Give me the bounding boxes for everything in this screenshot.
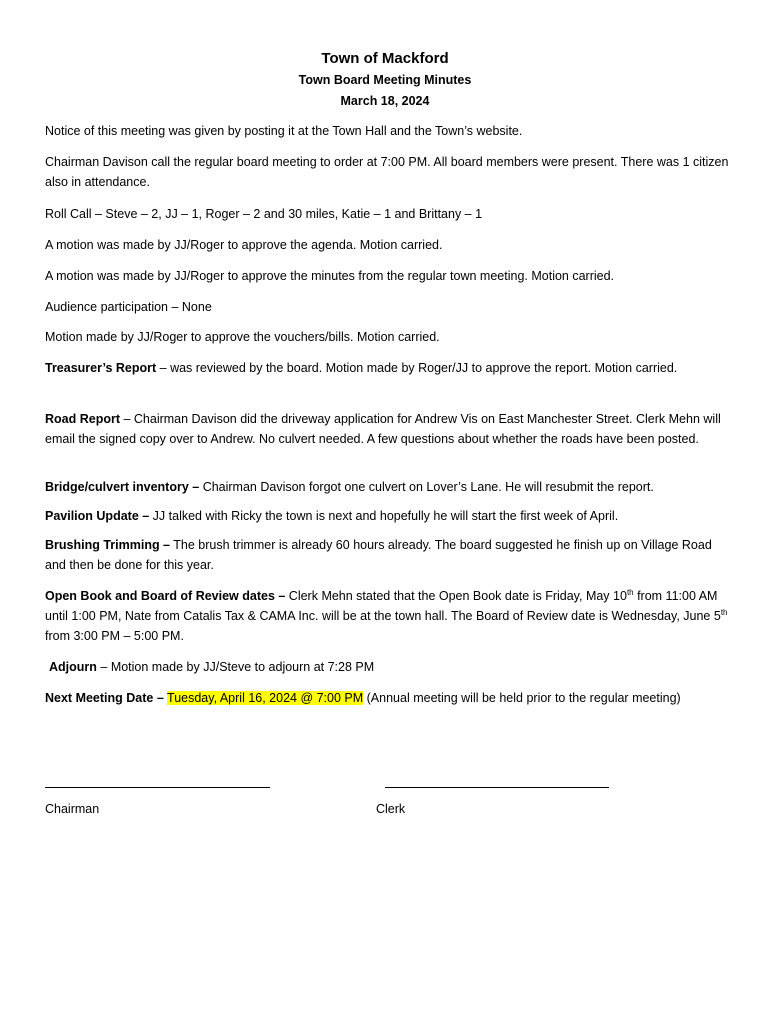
road-report-paragraph — [45, 409, 735, 449]
open-book-sup-1: th — [626, 587, 634, 597]
brushing-trimming-text: The brush trimmer is already 60 hours already. The board suggested he finish up on Village Road and then be done for this year. — [45, 538, 712, 572]
treasurer-report-label: Treasurer’s Report — [45, 361, 157, 375]
treasurer-report-text: – was reviewed by the board. Motion made by Roger/JJ to approve the report. Motion carried. — [156, 361, 678, 375]
adjourn-paragraph — [49, 657, 739, 677]
open-book-label: Open Book and Board of Review dates – — [45, 589, 286, 603]
open-book-text-2: from 11:00 AM until 1:00 PM, Nate from Catalis Tax & CAMA Inc. will be at the town hall. The Board of Review date is Wednesday, June 5 — [45, 589, 721, 623]
clerk-signature-line — [385, 787, 609, 788]
next-meeting-text: (Annual meeting will be held prior to the regular meeting) — [363, 691, 681, 705]
meeting-date: March 18, 2024 — [340, 94, 430, 108]
open-book-paragraph — [45, 586, 735, 646]
road-report-text: – Chairman Davison did the driveway application for Andrew Vis on East Manchester Street. Clerk Mehn will email the signed copy over to Andrew. No culvert needed. A few questions about whether the roads have been posted. — [45, 412, 721, 446]
adjourn-label: Adjourn — [49, 660, 97, 674]
notice-paragraph: Notice of this meeting was given by posting it at the Town Hall and the Town’s website. — [45, 124, 523, 138]
town-title: Town of Mackford — [321, 50, 449, 67]
pavilion-update-label: Pavilion Update – — [45, 509, 150, 523]
bridge-culvert-text: Chairman Davison forgot one culvert on Lover’s Lane. He will resubmit the report. — [199, 480, 654, 494]
document-subtitle: Town Board Meeting Minutes — [298, 73, 472, 87]
vouchers-motion-paragraph: Motion made by JJ/Roger to approve the vouchers/bills. Motion carried. — [45, 330, 440, 344]
bridge-culvert-paragraph — [45, 477, 735, 497]
brushing-trimming-label: Brushing Trimming – — [45, 538, 171, 552]
treasurer-report-paragraph — [45, 358, 735, 378]
clerk-signature-label: Clerk — [376, 802, 406, 816]
minutes-motion-paragraph: A motion was made by JJ/Roger to approve the minutes from the regular town meeting. Motion carried. — [45, 269, 615, 283]
open-book-text-1: Clerk Mehn stated that the Open Book date is Friday, May 10 — [285, 589, 627, 603]
pavilion-update-paragraph — [45, 506, 735, 526]
next-meeting-highlight: Tuesday, April 16, 2024 @ 7:00 PM — [167, 691, 364, 705]
audience-paragraph: Audience participation – None — [45, 300, 212, 314]
open-book-text-3: from 3:00 PM – 5:00 PM. — [45, 629, 184, 643]
chairman-signature-label: Chairman — [45, 802, 100, 816]
roll-call-paragraph: Roll Call – Steve – 2, JJ – 1, Roger – 2 and 30 miles, Katie – 1 and Brittany – 1 — [45, 207, 483, 221]
agenda-motion-paragraph: A motion was made by JJ/Roger to approve the agenda. Motion carried. — [45, 238, 443, 252]
bridge-culvert-label: Bridge/culvert inventory – — [45, 480, 200, 494]
brushing-trimming-paragraph — [45, 535, 735, 575]
adjourn-text: – Motion made by JJ/Steve to adjourn at 7:28 PM — [96, 660, 375, 674]
open-book-sup-2: th — [720, 607, 728, 617]
next-meeting-label: Next Meeting Date – — [45, 691, 164, 705]
chairman-signature-line — [45, 787, 270, 788]
road-report-label: Road Report — [45, 412, 120, 426]
next-meeting-paragraph — [45, 688, 735, 708]
pavilion-update-text: JJ talked with Ricky the town is next and hopefully he will start the first week of April. — [149, 509, 619, 523]
call-to-order-paragraph: Chairman Davison call the regular board meeting to order at 7:00 PM. All board members were present. There was 1 citizen also in attendance. — [45, 155, 729, 189]
